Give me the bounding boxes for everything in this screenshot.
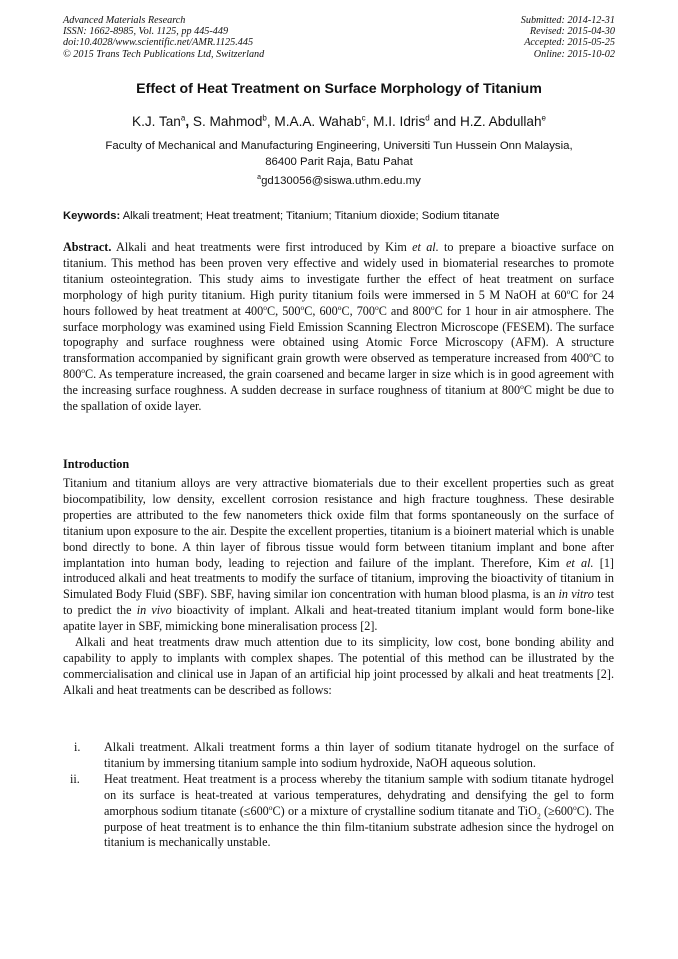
- copyright: © 2015 Trans Tech Publications Ltd, Switzerland: [63, 48, 265, 60]
- list-item-text: C) or a mixture of crystalline sodium titanate and TiO: [272, 803, 537, 818]
- list-item-text: (≥600: [540, 803, 574, 818]
- paper-title: Effect of Heat Treatment on Surface Morphology of Titanium: [136, 81, 542, 97]
- author-sup: b: [262, 113, 267, 123]
- section-heading-introduction: Introduction: [63, 457, 130, 471]
- author-name: M.I. Idris: [373, 114, 426, 129]
- author-name: H.Z. Abdullah: [459, 114, 542, 129]
- paragraph-text: bioactivity of implant. Alkali and heat-treated titanium implant would form bone-like apatite layer in SBF, mimicking bone mineralisation process [2].: [63, 603, 614, 634]
- abstract-text: C to 800: [63, 351, 615, 382]
- degree-sup: o: [375, 302, 379, 312]
- degree-sup: o: [589, 350, 593, 360]
- paragraph-text: Titanium and titanium alloys are very attractive biomaterials due to their excellent properties such as great biocompatibility, low density, excellent corrosion resistance and high fracture toughness. These desirable properties are attributed to the few nanometers thick oxide film that forms spontaneously on the surface of titanium upon exposure to the air. Despite the excellent properties, titanium is a bioinert material which is unable bond directly to bone. A thin layer of fibrous tissue would form between titanium implant and bone after implantation into human body, leading to rejection and failure of the implant. Therefore, Kim: [63, 476, 614, 570]
- abstract-text: Alkali and heat treatments were first introduced by Kim: [111, 240, 413, 254]
- journal-name: Advanced Materials Research: [63, 15, 186, 26]
- degree-sup: o: [430, 302, 435, 312]
- abstract-text: C for 1 hour in air atmosphere. The surface morphology was examined using Field Emission Scanning Electron Microscope (FESEM). The surface topography and surface roughness were obtained using Atomic Force Microscopy (AFM). A structure transformation accompanied by significant grain growth were observed as temperature increased from 400: [63, 303, 614, 366]
- abstract-text: C might be due to the spallation of oxide layer.: [63, 383, 614, 414]
- abstract: [63, 240, 614, 415]
- doi[interactable]: doi:10.4028/www.scientific.net/AMR.1125.445: [63, 37, 254, 49]
- affiliation-line: Faculty of Mechanical and Manufacturing Engineering, Universiti Tun Hussein Onn Malaysia,: [105, 140, 573, 152]
- italic-text: et al.: [565, 555, 594, 570]
- list-item-text: Alkali treatment. Alkali treatment forms a thin layer of sodium titanate hydrogel on the surface of titanium by immersing titanium sample into sodium hydroxide, NaOH aqueous solution.: [104, 740, 614, 770]
- author-name: S. Mahmod: [192, 114, 263, 129]
- keywords-text: Alkali treatment; Heat treatment; Titanium; Titanium dioxide; Sodium titanate: [120, 210, 500, 222]
- abstract-text: C and 800: [378, 303, 431, 318]
- email-sup: a: [257, 174, 262, 182]
- list-item: [63, 772, 614, 852]
- list-item-number: ii.: [70, 771, 80, 786]
- online-date: Online: 2015-10-02: [533, 48, 615, 60]
- author-list: [0, 114, 678, 129]
- degree-sup: o: [81, 366, 86, 376]
- keywords-label: Keywords:: [63, 210, 121, 222]
- abstract-text: C, 600: [304, 303, 338, 318]
- degree-sup: o: [268, 802, 273, 812]
- list-item-number: i.: [74, 740, 81, 754]
- abstract-label: Abstract.: [63, 240, 112, 254]
- author-sup: d: [425, 113, 430, 123]
- list-item-text: C). The purpose of heat treatment is to enhance the thin film-titanium substrate adhesion since the hydrogel on titanium is mechanically unstable.: [104, 803, 615, 850]
- issn: ISSN: 1662-8985, Vol. 1125, pp 445-449: [63, 26, 229, 38]
- header-left: [63, 15, 264, 60]
- affiliation-line: 86400 Parit Raja, Batu Pahat: [265, 156, 413, 168]
- abstract-text: C, 700: [341, 303, 375, 318]
- author-email: [0, 175, 678, 187]
- treatment-list: [63, 740, 614, 851]
- author-sep: and: [429, 114, 460, 129]
- subscript: 2: [536, 811, 541, 821]
- degree-sup: o: [300, 302, 305, 312]
- author-name: M.A.A. Wahab: [274, 114, 362, 129]
- author-sup: a: [180, 113, 186, 123]
- list-item: [63, 740, 614, 772]
- paragraph: Alkali and heat treatments draw much attention due to its simplicity, low cost, bone bonding ability and capability to apply to implants with complex shapes. The potential of this method can be illustrated by the commercialisation and clinical use in Japan of an artificial hip joint processed by alkali and heat treatments [2]. Alkali and heat treatments can be described as follows:: [63, 635, 614, 697]
- author-sep: ,: [185, 114, 193, 129]
- keywords: [63, 210, 623, 222]
- degree-sup: o: [337, 302, 342, 312]
- email-address[interactable]: gd130056@siswa.uthm.edu.my: [261, 175, 421, 187]
- author-sep: ,: [365, 114, 374, 129]
- author-name: K.J. Tan: [132, 114, 181, 129]
- author-sep: ,: [266, 114, 275, 129]
- submitted-date: Submitted: 2014-12-31: [520, 15, 615, 26]
- accepted-date: Accepted: 2015-05-25: [524, 37, 615, 49]
- degree-sup: o: [263, 302, 267, 312]
- degree-sup: o: [520, 382, 524, 392]
- degree-sup: o: [566, 286, 571, 296]
- header-right: [521, 15, 615, 60]
- abstract-text: C. As temperature increased, the grain coarsened and became larger in size which is in good agreement with the increasing surface roughness. A sudden decrease in surface roughness of titanium at 800: [63, 367, 614, 398]
- abstract-etal: et al.: [412, 240, 439, 254]
- abstract-text: to prepare a bioactive surface on titanium. This method has been proven very effective and widely used in biomaterial researches to promote titanium osteointegration. This study aims to investigate further the effect of heat treatment on surface morphology of high purity titanium. High purity titanium foils were immersed in 5 M NaOH at 60: [63, 240, 614, 302]
- revised-date: Revised: 2015-04-30: [529, 26, 615, 38]
- paragraph-text: test to predict the: [63, 587, 614, 618]
- list-item-text: Heat treatment. Heat treatment is a process whereby the titanium sample with sodium titanate hydrogel on its surface is heat-treated at various temperatures, dehydrating and densifying the gel to form amorphous sodium titanate (≤600: [104, 771, 614, 818]
- italic-text: in vitro: [558, 587, 594, 602]
- author-sup: e: [541, 113, 546, 123]
- introduction-body: [63, 476, 614, 699]
- author-sup: c: [361, 113, 366, 123]
- italic-text: in vivo: [136, 603, 172, 618]
- paragraph: [63, 476, 614, 635]
- abstract-text: C, 500: [267, 303, 301, 318]
- affiliation: [60, 138, 618, 170]
- degree-sup: o: [573, 802, 577, 812]
- paragraph-text: [1] introduced alkali and heat treatments to modify the surface of titanium, improving the bioactivity of titanium in Simulated Body Fluid (SBF). SBF, having similar ion concentration with human blood plasma, is an: [63, 555, 614, 602]
- abstract-text: C for 24 hours followed by heat treatment at 400: [63, 287, 614, 318]
